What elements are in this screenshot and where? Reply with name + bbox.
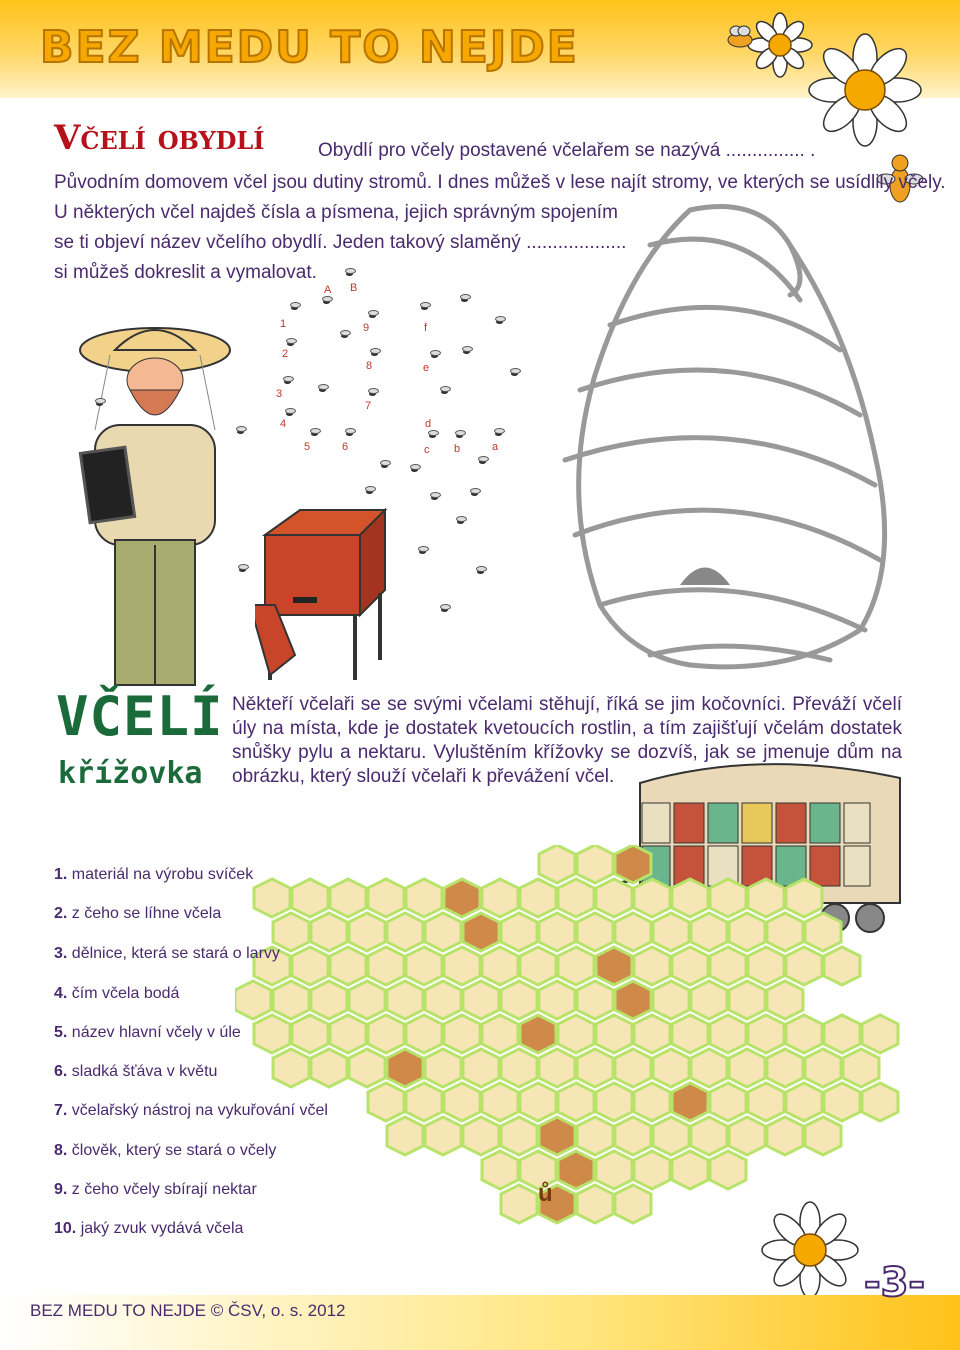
- straw-skep-illustration: [540, 175, 900, 675]
- dot-label: f: [424, 322, 428, 334]
- crossword-cell[interactable]: [406, 879, 442, 917]
- crossword-cell[interactable]: [558, 1083, 594, 1121]
- bee-dot: [380, 462, 389, 469]
- bee-dot: [368, 312, 377, 319]
- crossword-cell[interactable]: [349, 913, 385, 951]
- dot-label: A: [324, 284, 332, 296]
- crossword-cell[interactable]: [710, 1151, 746, 1189]
- crossword-cell[interactable]: [596, 1151, 632, 1189]
- bee-dot: [345, 270, 354, 277]
- crossword-cell[interactable]: [767, 1117, 803, 1155]
- bee-box-illustration: [255, 505, 395, 685]
- crossword-cell[interactable]: [444, 947, 480, 985]
- crossword-cell[interactable]: [729, 981, 765, 1019]
- crossword-cell[interactable]: [634, 947, 670, 985]
- bee-dot: [318, 386, 327, 393]
- crossword-cell[interactable]: [748, 1083, 784, 1121]
- crossword-cell[interactable]: [634, 1151, 670, 1189]
- crossword-cell[interactable]: [406, 947, 442, 985]
- bee-dot: [286, 340, 295, 347]
- crossword-cell[interactable]: [558, 1151, 594, 1189]
- crossword-cell[interactable]: [824, 947, 860, 985]
- crossword-cell[interactable]: [482, 879, 518, 917]
- crossword-cell[interactable]: [368, 947, 404, 985]
- crossword-cell[interactable]: [520, 947, 556, 985]
- crossword-cell[interactable]: [330, 947, 366, 985]
- crossword-cell[interactable]: [653, 913, 689, 951]
- crossword-cell[interactable]: [311, 1049, 347, 1087]
- crossword-cell[interactable]: [862, 1083, 898, 1121]
- crossword-cell[interactable]: [596, 1015, 632, 1053]
- bee-dot: [510, 370, 519, 377]
- crossword-cell[interactable]: [672, 1083, 708, 1121]
- crossword-cell[interactable]: [330, 879, 366, 917]
- clue-3: 3. dělnice, která se stará o larvy: [54, 945, 280, 962]
- bee-dot: [290, 304, 299, 311]
- crossword-cell[interactable]: [577, 845, 613, 883]
- crossword-cell[interactable]: [406, 1015, 442, 1053]
- section-title-obydli: Včelí obydlí: [54, 118, 265, 158]
- crossword-cell[interactable]: [691, 913, 727, 951]
- bee-dot: [470, 490, 479, 497]
- bee-dot: [430, 352, 439, 359]
- crossword-cell[interactable]: [672, 947, 708, 985]
- clue-5: 5. název hlavní včely v úle: [54, 1024, 241, 1041]
- clue-8: 8. člověk, který se stará o včely: [54, 1142, 277, 1159]
- page-header-title: BEZ MEDU TO NEJDE: [40, 22, 579, 73]
- crossword-cell[interactable]: [710, 947, 746, 985]
- crossword-cell[interactable]: [729, 1049, 765, 1087]
- bee-dot: [345, 430, 354, 437]
- dot-label: 5: [304, 441, 311, 453]
- crossword-cell[interactable]: [387, 981, 423, 1019]
- crossword-cell[interactable]: [558, 947, 594, 985]
- crossword-cell[interactable]: [710, 1083, 746, 1121]
- crossword-cell[interactable]: [520, 1083, 556, 1121]
- crossword-cell[interactable]: [805, 1117, 841, 1155]
- crossword-cell[interactable]: [672, 879, 708, 917]
- crossword-subtitle: křížovka: [58, 756, 203, 791]
- crossword-cell[interactable]: [558, 879, 594, 917]
- crossword-cell[interactable]: [254, 879, 290, 917]
- crossword-cell[interactable]: [330, 1015, 366, 1053]
- crossword-cell[interactable]: [368, 1083, 404, 1121]
- crossword-cell[interactable]: [539, 913, 575, 951]
- crossword-cell[interactable]: [672, 1151, 708, 1189]
- crossword-cell[interactable]: [824, 1015, 860, 1053]
- crossword-cell[interactable]: [615, 1185, 651, 1223]
- clue-2: 2. z čeho se líhne včela: [54, 905, 222, 922]
- bee-dot: [462, 348, 471, 355]
- crossword-cell[interactable]: [615, 1117, 651, 1155]
- dot-label: B: [350, 282, 358, 294]
- crossword-cell[interactable]: [463, 1049, 499, 1087]
- crossword-cell[interactable]: [368, 1015, 404, 1053]
- crossword-cell[interactable]: [482, 1083, 518, 1121]
- crossword-cell[interactable]: [748, 879, 784, 917]
- bee-dot: [440, 606, 449, 613]
- bee-dot: [368, 390, 377, 397]
- crossword-cell[interactable]: [615, 845, 651, 883]
- crossword-cell[interactable]: [691, 1117, 727, 1155]
- crossword-cell[interactable]: [444, 879, 480, 917]
- crossword-cell[interactable]: [748, 1015, 784, 1053]
- crossword-cell[interactable]: [425, 1117, 461, 1155]
- crossword-cell[interactable]: [273, 981, 309, 1019]
- intro-line-3: se ti objeví název včelího obydlí. Jeden takový slaměný ...................: [54, 232, 627, 253]
- clue-4: 4. čím včela bodá: [54, 985, 180, 1002]
- intro-line-2: U některých včel najdeš čísla a písmena, jejich správným spojením: [54, 202, 618, 223]
- crossword-cell[interactable]: [558, 1015, 594, 1053]
- bee-dot: [495, 318, 504, 325]
- crossword-cell[interactable]: [425, 913, 461, 951]
- crossword-cell[interactable]: [786, 1015, 822, 1053]
- bee-dot: [238, 566, 247, 573]
- bee-dot: [285, 410, 294, 417]
- dot-label: 6: [342, 441, 349, 453]
- bee-dot: [95, 400, 104, 407]
- crossword-cell[interactable]: [843, 1049, 879, 1087]
- crossword-cell[interactable]: [501, 1185, 537, 1223]
- bee-dot: [430, 494, 439, 501]
- crossword-cell[interactable]: [520, 879, 556, 917]
- bee-dot: [310, 430, 319, 437]
- clue-9: 9. z čeho včely sbírají nektar: [54, 1181, 257, 1198]
- crossword-cell[interactable]: [501, 913, 537, 951]
- footer-text: BEZ MEDU TO NEJDE © ČSV, o. s. 2012: [30, 1301, 346, 1320]
- bee-dot: [236, 428, 245, 435]
- crossword-cell[interactable]: [596, 879, 632, 917]
- crossword-cell[interactable]: [767, 913, 803, 951]
- crossword-cell[interactable]: [672, 1015, 708, 1053]
- crossword-cell[interactable]: [786, 879, 822, 917]
- crossword-cell[interactable]: [482, 947, 518, 985]
- bee-dot: [322, 298, 331, 305]
- dot-label: 8: [366, 360, 373, 372]
- crossword-cell[interactable]: [425, 1049, 461, 1087]
- crossword-cell[interactable]: [805, 1049, 841, 1087]
- crossword-cell[interactable]: [444, 1015, 480, 1053]
- crossword-cell[interactable]: [482, 1151, 518, 1189]
- crossword-cell[interactable]: [311, 981, 347, 1019]
- crossword-cell[interactable]: [862, 1015, 898, 1053]
- crossword-cell[interactable]: [710, 879, 746, 917]
- crossword-cell[interactable]: [615, 913, 651, 951]
- crossword-cell[interactable]: [653, 1117, 689, 1155]
- crossword-cell[interactable]: [520, 1015, 556, 1053]
- crossword-cell[interactable]: [425, 981, 461, 1019]
- bee-dot: [428, 432, 437, 439]
- crossword-cell[interactable]: [596, 1083, 632, 1121]
- bee-dot: [478, 458, 487, 465]
- dot-label: 1: [280, 318, 287, 330]
- crossword-cell[interactable]: [634, 1083, 670, 1121]
- bee-dot: [410, 466, 419, 473]
- crossword-cell[interactable]: [539, 1117, 575, 1155]
- crossword-cell[interactable]: [767, 1049, 803, 1087]
- bee-dot: [365, 488, 374, 495]
- crossword-cell[interactable]: [729, 913, 765, 951]
- crossword-cell[interactable]: [463, 1117, 499, 1155]
- crossword-cell[interactable]: [273, 1049, 309, 1087]
- crossword-cell[interactable]: [577, 981, 613, 1019]
- crossword-cell[interactable]: [615, 981, 651, 1019]
- crossword-cell[interactable]: [368, 879, 404, 917]
- flower-icon: [760, 1200, 860, 1300]
- crossword-cell[interactable]: [539, 1049, 575, 1087]
- intro-question: Obydlí pro včely postavené včelařem se nazývá ............... .: [318, 140, 816, 161]
- beekeeper-illustration: [55, 310, 255, 690]
- bee-dot: [494, 430, 503, 437]
- crossword-cell[interactable]: [653, 981, 689, 1019]
- crossword-cell[interactable]: [387, 1117, 423, 1155]
- intro-line-1: Původním domovem včel jsou dutiny stromů. I dnes můžeš v lese najít stromy, ve kterých se usídlily včely.: [54, 172, 946, 193]
- crossword-cell[interactable]: [805, 913, 841, 951]
- crossword-cell[interactable]: [444, 1083, 480, 1121]
- crossword-cell[interactable]: [311, 913, 347, 951]
- crossword-cell[interactable]: [615, 1049, 651, 1087]
- crossword-cell[interactable]: [292, 1015, 328, 1053]
- crossword-cell[interactable]: [767, 981, 803, 1019]
- dot-label: e: [423, 362, 430, 374]
- bee-dot: [283, 378, 292, 385]
- bee-dot: [476, 568, 485, 575]
- crossword-cell[interactable]: [596, 947, 632, 985]
- dot-label: 2: [282, 348, 289, 360]
- crossword-cell[interactable]: [482, 1015, 518, 1053]
- crossword-cell[interactable]: [463, 913, 499, 951]
- dot-label: 3: [276, 388, 283, 400]
- crossword-cell[interactable]: [349, 1049, 385, 1087]
- dot-label: 9: [363, 322, 370, 334]
- crossword-cell[interactable]: [539, 981, 575, 1019]
- crossword-cell[interactable]: [634, 879, 670, 917]
- crossword-cell[interactable]: [824, 1083, 860, 1121]
- crossword-cell[interactable]: [349, 981, 385, 1019]
- crossword-cell[interactable]: [577, 1049, 613, 1087]
- crossword-cell[interactable]: [254, 1015, 290, 1053]
- dot-label: 4: [280, 418, 287, 430]
- crossword-cell[interactable]: [387, 1049, 423, 1087]
- dot-label: a: [492, 441, 499, 453]
- crossword-cell[interactable]: [786, 947, 822, 985]
- crossword-description: Někteří včelaři se se svými včelami stěhují, říká se jim kočovníci. Převáží včelí úly na místa, kde je dostatek kvetoucích rostlin, a tím zajišťují včelám dostatek snůšky pylu a nektaru. Vyluštěním křížovky se dozvíš, jak se jmenuje dům na obrázku, který slouží včelaři k převážení včel.: [232, 694, 902, 787]
- bee-dot: [460, 296, 469, 303]
- crossword-cell[interactable]: [577, 913, 613, 951]
- solution-letter: ů: [538, 1180, 553, 1207]
- bee-dot: [418, 548, 427, 555]
- crossword-cell[interactable]: [292, 879, 328, 917]
- clue-7: 7. včelařský nástroj na vykuřování včel: [54, 1102, 328, 1119]
- clue-1: 1. materiál na výrobu svíček: [54, 866, 254, 883]
- crossword-cell[interactable]: [463, 981, 499, 1019]
- crossword-cell[interactable]: [292, 947, 328, 985]
- clue-6: 6. sladká šťáva v květu: [54, 1063, 218, 1080]
- bee-dot: [456, 518, 465, 525]
- dot-label: 7: [365, 400, 372, 412]
- crossword-cell[interactable]: [406, 1083, 442, 1121]
- crossword-cell[interactable]: [786, 1083, 822, 1121]
- bee-dot: [370, 350, 379, 357]
- dot-label: c: [424, 444, 430, 456]
- crossword-cell[interactable]: [501, 1049, 537, 1087]
- crossword-cell[interactable]: [691, 1049, 727, 1087]
- crossword-cell[interactable]: [691, 981, 727, 1019]
- crossword-cell[interactable]: [501, 1117, 537, 1155]
- clue-10: 10. jaký zvuk vydává včela: [54, 1220, 244, 1237]
- bee-dot: [340, 332, 349, 339]
- page-number: -3-: [864, 1260, 926, 1306]
- crossword-cell[interactable]: [710, 1015, 746, 1053]
- intro-line-4: si můžeš dokreslit a vymalovat.: [54, 262, 317, 283]
- crossword-cell[interactable]: [748, 947, 784, 985]
- bee-dot: [440, 388, 449, 395]
- crossword-cell[interactable]: [653, 1049, 689, 1087]
- crossword-cell[interactable]: [577, 1185, 613, 1223]
- crossword-cell[interactable]: [577, 1117, 613, 1155]
- dot-label: b: [454, 443, 461, 455]
- crossword-cell[interactable]: [235, 981, 271, 1019]
- dot-label: d: [425, 418, 432, 430]
- bee-dot: [455, 432, 464, 439]
- crossword-cell[interactable]: [539, 845, 575, 883]
- crossword-cell[interactable]: [387, 913, 423, 951]
- crossword-title: VČELÍ: [56, 685, 224, 748]
- crossword-cell[interactable]: [729, 1117, 765, 1155]
- bee-dot: [420, 304, 429, 311]
- crossword-cell[interactable]: [501, 981, 537, 1019]
- crossword-cell[interactable]: [634, 1015, 670, 1053]
